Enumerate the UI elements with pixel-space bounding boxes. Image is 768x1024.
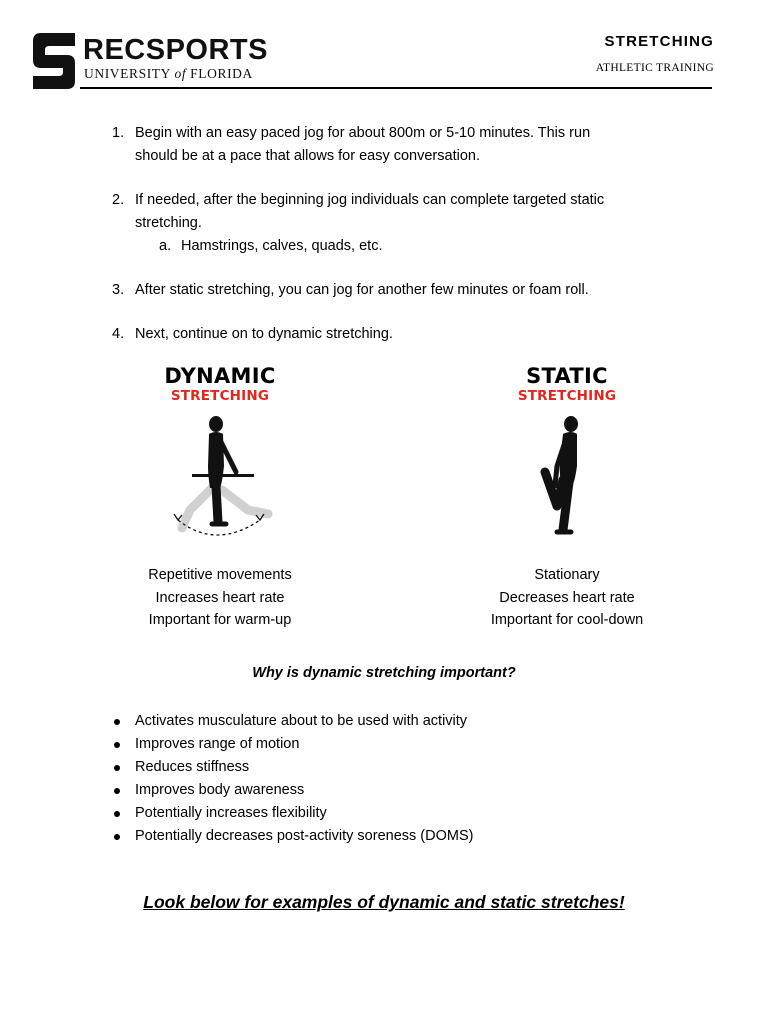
list-item [112,733,672,756]
dynamic-stretching-panel [105,364,335,632]
leg-swing-figure-icon [150,410,290,540]
step-item [112,122,682,168]
list-item [112,825,672,848]
document-title: STRETCHING [604,33,714,50]
step-text-line: If needed, after the beginning jog individuals can complete targeted static [135,192,605,208]
recsports-logo [33,33,268,91]
recsports-s-logo-icon [33,33,75,89]
substep-item [159,235,682,258]
bullet-text: Reduces stiffness [135,759,250,775]
quad-stretch-figure-icon [497,410,637,540]
step-number: 3. [112,282,125,298]
trait-item: Decreases heart rate [499,589,635,606]
step-text-line: After static stretching, you can jog for another few minutes or foam roll. [135,282,589,298]
bullet-text: Activates musculature about to be used with activity [135,713,468,729]
brand-subtitle-of: of [174,66,187,81]
bullet-text: Potentially decreases post-activity soreness (DOMS) [135,828,474,844]
step-text-line: Next, continue on to dynamic stretching. [135,326,393,342]
dynamic-traits [105,564,335,632]
trait-item: Stationary [534,567,600,583]
bullet-icon [114,719,120,725]
header-divider [80,87,712,89]
list-item [112,710,672,733]
substep-letter: a. [159,238,172,254]
static-subtitle: STRETCHING [517,388,617,404]
bullet-text: Improves body awareness [135,782,305,798]
bullet-icon [114,765,120,771]
brand-subtitle-university: UNIVERSITY [84,66,171,81]
trait-item: Important for cool-down [490,612,644,628]
step-number: 2. [112,192,125,208]
static-title: STATIC [526,364,608,388]
step-item [112,323,682,346]
step-text-line: stretching. [135,215,202,231]
dynamic-title: DYNAMIC [164,364,276,388]
benefits-list [112,710,672,848]
brand-name: RECSPORTS [83,34,268,66]
why-question: Why is dynamic stretching important? [252,665,516,681]
brand-subtitle-florida: FLORIDA [190,66,253,81]
dynamic-subtitle: STRETCHING [170,388,270,404]
static-stretching-panel [452,364,682,632]
list-item [112,802,672,825]
examples-callout: Look below for examples of dynamic and static stretches! [143,892,625,912]
step-number: 4. [112,326,125,342]
list-item [112,779,672,802]
steps-list [112,122,682,367]
bullet-icon [114,811,120,817]
step-item [112,279,682,302]
static-traits [452,564,682,632]
step-text-line: should be at a pace that allows for easy conversation. [135,148,480,164]
trait-item: Increases heart rate [155,589,285,606]
bullet-icon [114,742,120,748]
step-item [112,189,682,258]
document-subtitle: ATHLETIC TRAINING [595,62,714,74]
trait-item: Important for warm-up [148,612,292,628]
trait-item: Repetitive movements [148,567,292,583]
bullet-icon [114,788,120,794]
substep-text: Hamstrings, calves, quads, etc. [181,238,383,254]
brand-subtitle [84,66,253,82]
bullet-text: Improves range of motion [135,736,300,752]
step-number: 1. [112,125,125,141]
bullet-text: Potentially increases flexibility [135,805,327,821]
bullet-icon [114,834,120,840]
list-item [112,756,672,779]
step-text-line: Begin with an easy paced jog for about 800m or 5-10 minutes. This run [135,125,591,141]
